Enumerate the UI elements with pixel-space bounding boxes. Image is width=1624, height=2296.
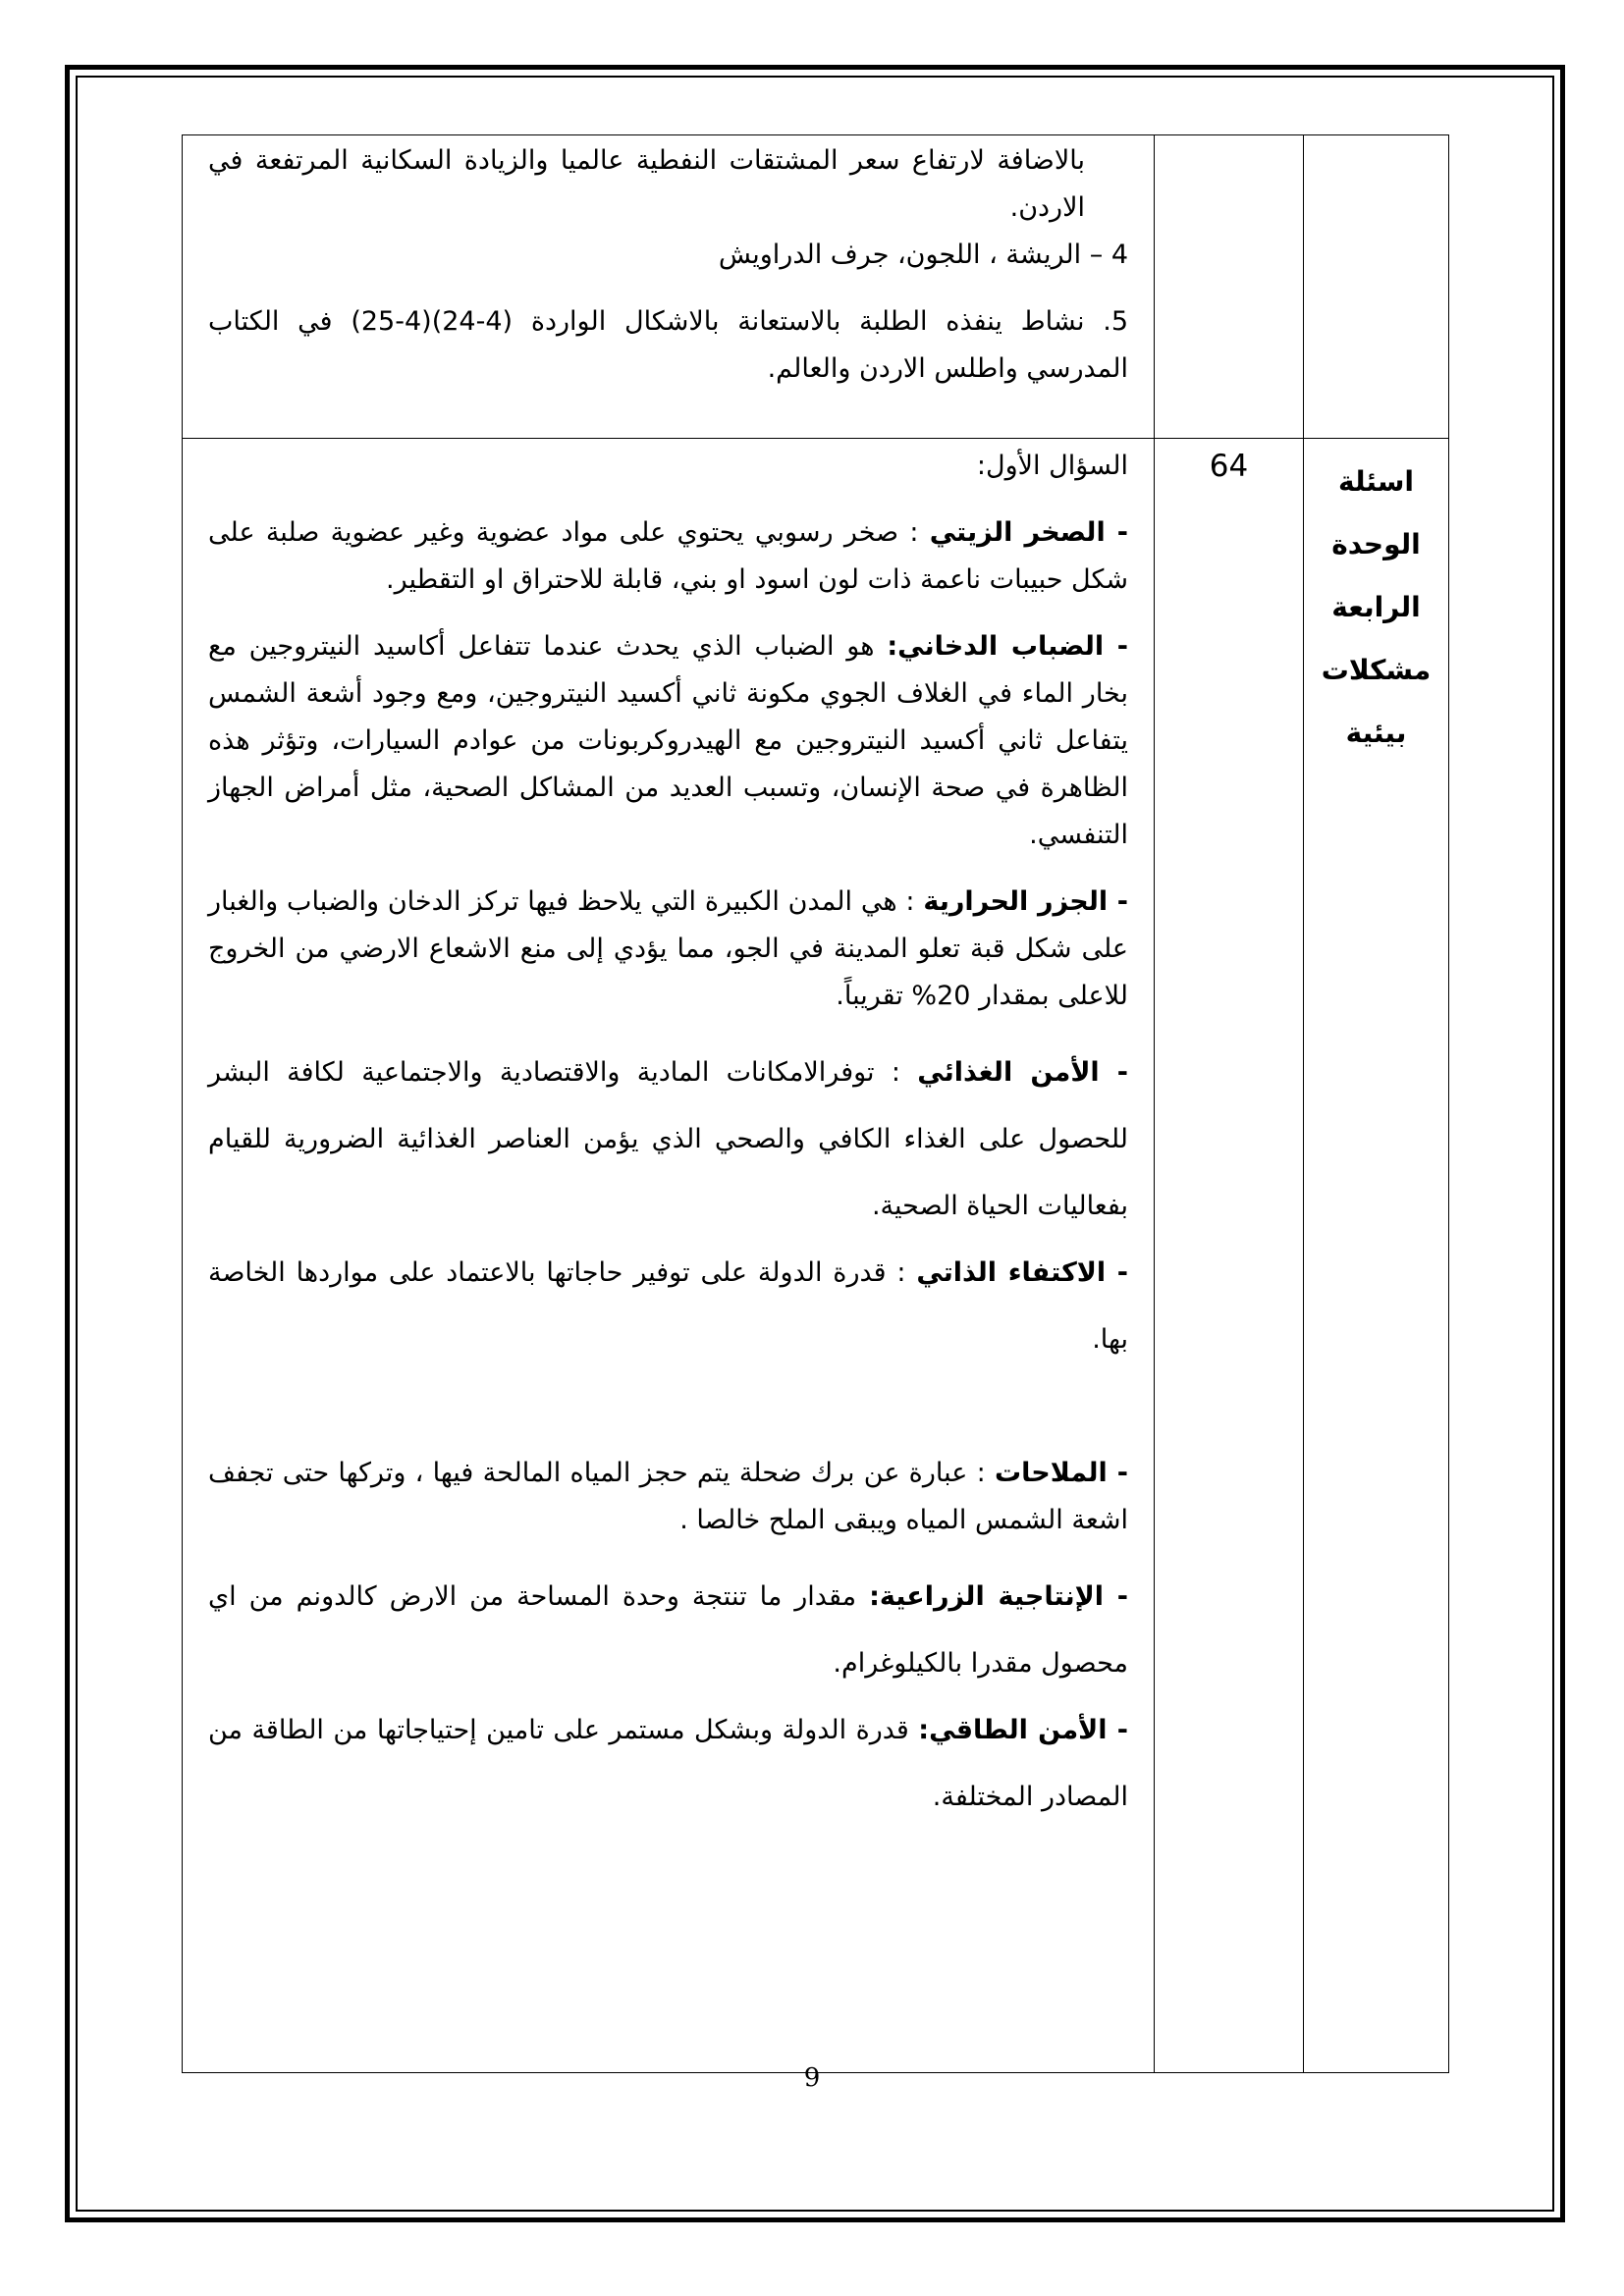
- definition-term: - الإنتاجية الزراعية:: [869, 1581, 1128, 1612]
- continuation-line-1: بالاضافة لارتفاع سعر المشتقات النفطية عالميا والزيادة السكانية المرتفعة في الاردن.: [208, 145, 1085, 223]
- definition-smog: [208, 623, 1128, 859]
- page-cell-empty: [1155, 135, 1304, 439]
- definition-separator: :: [874, 1057, 918, 1088]
- answer-cell-continuation: [183, 135, 1155, 439]
- definition-term: - الصخر الزيتي: [929, 517, 1128, 548]
- definition-term: - الأمن الغذائي: [917, 1057, 1129, 1088]
- unit-cell-empty: [1304, 135, 1449, 439]
- definition-agricultural-productivity: [208, 1564, 1128, 1697]
- definition-self-sufficiency: [208, 1240, 1128, 1373]
- definition-text: صخر رسوبي يحتوي على مواد عضوية وغير عضوية صلبة على شكل حبيبات ناعمة ذات لون اسود او بني، قابلة للاحتراق او التقطير.: [208, 517, 1128, 595]
- definition-separator: :: [967, 1458, 995, 1488]
- definition-term: - الأمن الطاقي:: [918, 1715, 1128, 1745]
- answers-table: [182, 134, 1449, 2073]
- definition-text: توفرالامكانات المادية والاقتصادية والاجتماعية لكافة البشر للحصول على الغذاء الكافي والصحي الذي يؤمن العناصر الغذائية الضرورية للقيام بفعاليات الحياة الصحية.: [208, 1057, 1128, 1221]
- definition-separator: :: [886, 1257, 917, 1288]
- definition-term: - الضباب الدخاني:: [887, 631, 1128, 662]
- definition-separator: [874, 631, 887, 662]
- definition-text: عبارة عن برك ضحلة يتم حجز المياه المالحة فيها ، وتركها حتى تجفف اشعة الشمس المياه ويبقى الملح خالصا .: [208, 1458, 1128, 1535]
- definition-separator: :: [896, 886, 924, 917]
- page-number: 9: [803, 2063, 821, 2093]
- answer-cell-definitions: [183, 439, 1155, 2073]
- unit-title-cell: [1304, 439, 1449, 2073]
- definition-term: - الاكتفاء الذاتي: [916, 1257, 1129, 1288]
- definition-separator: [909, 1715, 918, 1745]
- definition-text: هو الضباب الذي يحدث عندما تتفاعل أكاسيد النيتروجين مع بخار الماء في الغلاف الجوي مكونة ثاني أكسيد النيتروجين، ومع وجود أشعة الشمس يتفاعل ثاني أكسيد النيتروجين مع الهيدروكربونات من عوادم السيارات، وتؤثر هذه الظاهرة في صحة الإنسان، وتسبب العديد من المشاكل الصحية، مثل أمراض الجهاز التنفسي.: [208, 631, 1128, 850]
- table-row-unit-four: [183, 439, 1449, 2073]
- unit-title-line-2: الرابعة: [1331, 591, 1421, 623]
- definition-text: هي المدن الكبيرة التي يلاحظ فيها تركز الدخان والضباب والغبار على شكل قبة تعلو المدينة في الجو، مما يؤدي إلى منع الاشعاع الارضي من الخروج للاعلى بمقدار 20% تقريباً.: [208, 886, 1128, 1011]
- page-ref-cell: [1155, 439, 1304, 2073]
- definition-salt-pans: [208, 1450, 1128, 1544]
- page-ref-number: 64: [1209, 449, 1249, 484]
- definition-term: - الملاحات: [994, 1458, 1128, 1488]
- question-heading: السؤال الأول:: [976, 451, 1128, 481]
- definition-text: مقدار ما تنتجة وحدة المساحة من الارض كالدونم من اي محصول مقدرا بالكيلوغرام.: [208, 1581, 1128, 1679]
- continuation-line-2: 4 – الريشة ، اللجون، جرف الدراويش: [718, 240, 1128, 270]
- continuation-line-3: 5. نشاط ينفذه الطلبة بالاستعانة بالاشكال الواردة (4-24)(4-25) في الكتاب المدرسي واطلس الاردن والعالم.: [208, 306, 1128, 384]
- unit-title-line-1: اسئلة الوحدة: [1331, 465, 1421, 561]
- definition-term: - الجزر الحرارية: [923, 886, 1128, 917]
- definition-separator: [856, 1581, 869, 1612]
- definition-text: قدرة الدولة على توفير حاجاتها بالاعتماد على مواردها الخاصة بها.: [208, 1257, 1128, 1355]
- definition-oil-shale: [208, 509, 1128, 604]
- definition-text: قدرة الدولة وبشكل مستمر على تامين إحتياجاتها من الطاقة من المصادر المختلفة.: [208, 1715, 1128, 1812]
- unit-title-line-3: مشكلات بيئية: [1321, 654, 1432, 749]
- definition-separator: :: [898, 517, 930, 548]
- table-row-continuation: [183, 135, 1449, 439]
- definition-heat-islands: [208, 879, 1128, 1020]
- definition-energy-security: [208, 1697, 1128, 1831]
- definition-food-security: [208, 1040, 1128, 1240]
